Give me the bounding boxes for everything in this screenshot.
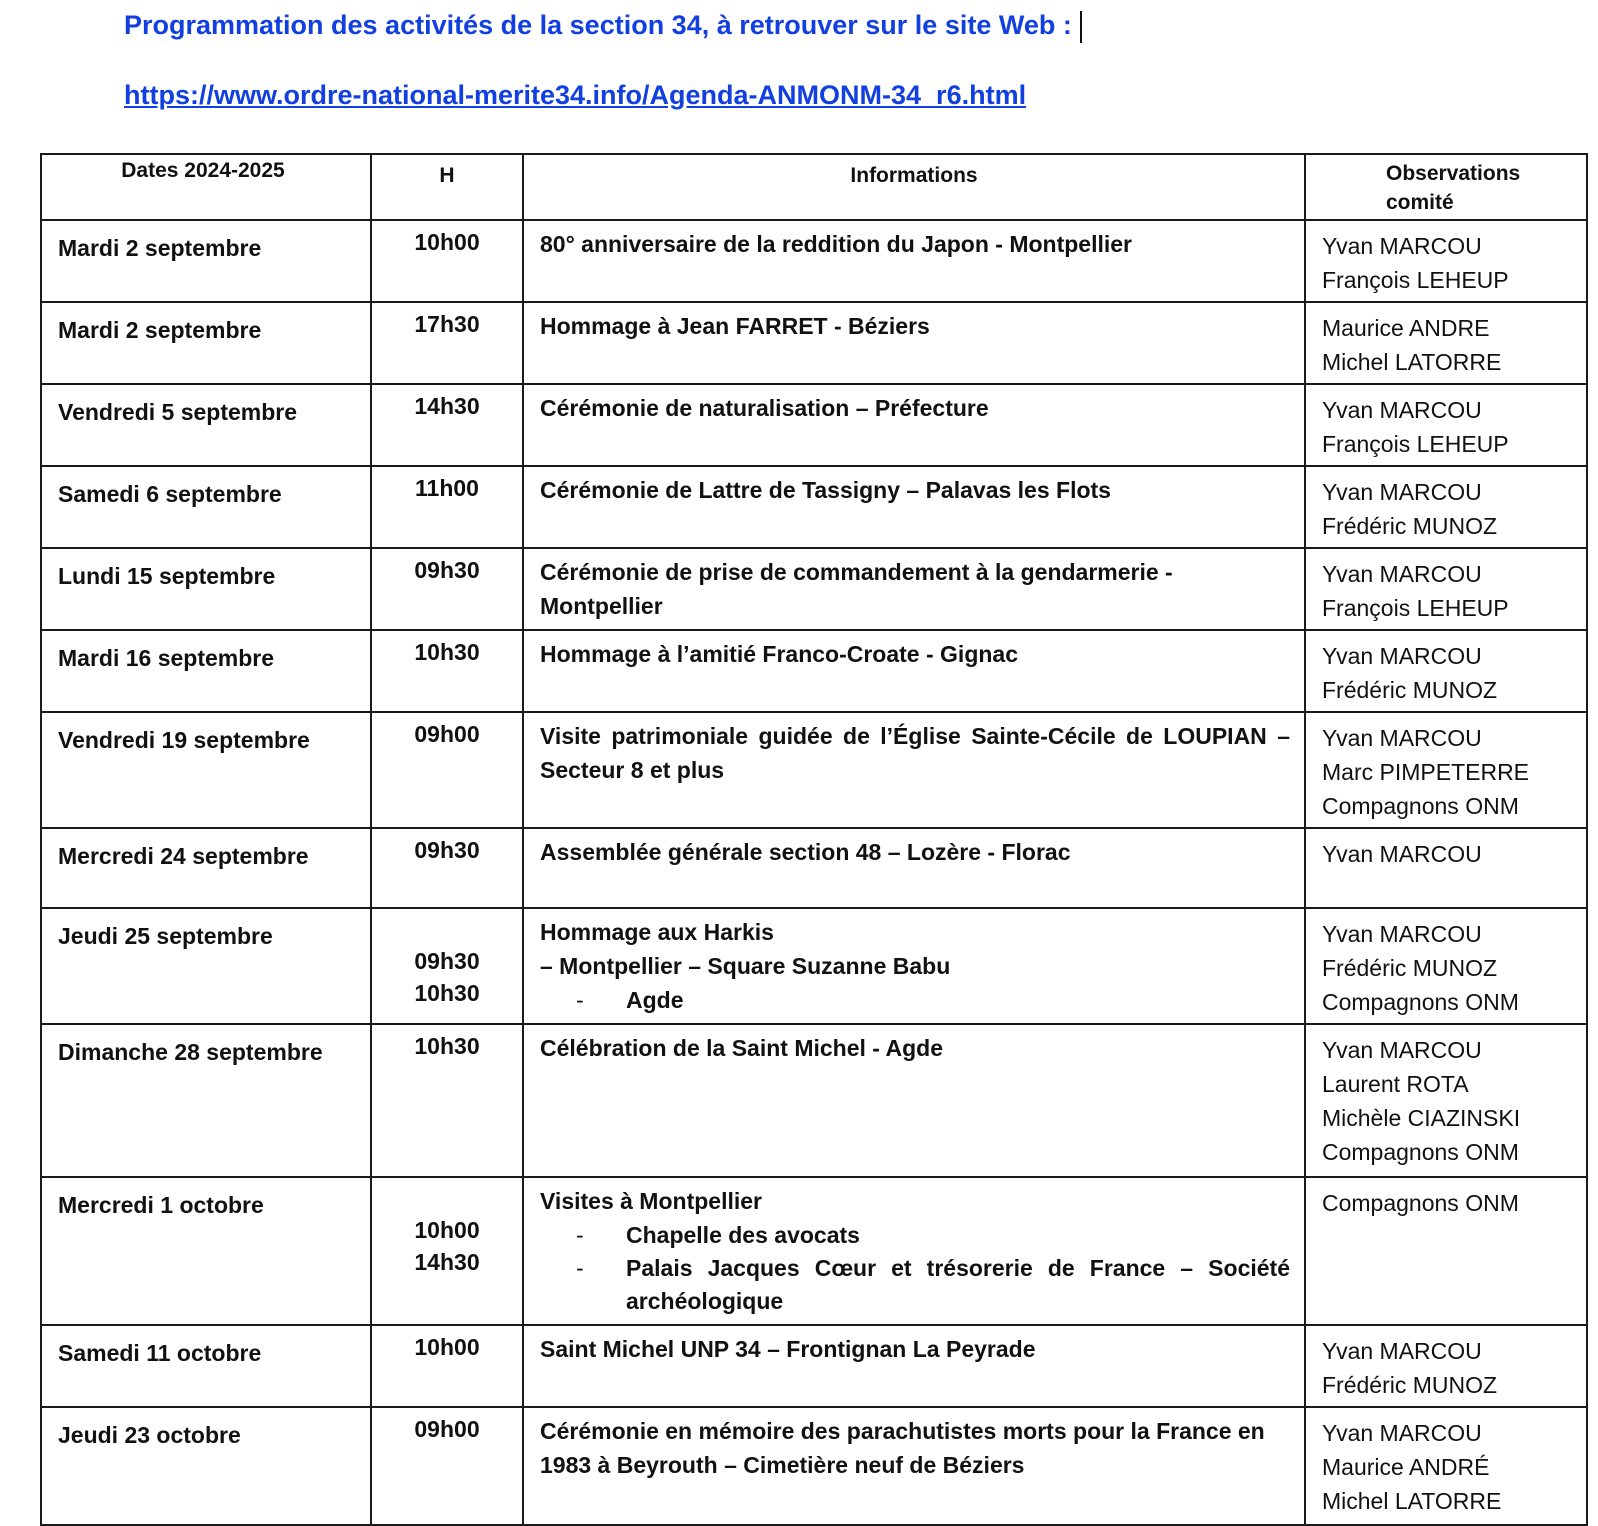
- info-line: – Montpellier – Square Suzanne Babu: [540, 953, 951, 979]
- observations-cell: [1305, 384, 1587, 466]
- person-name: François LEHEUP: [1322, 431, 1509, 457]
- info-cell: [523, 548, 1305, 630]
- date-cell: Samedi 11 octobre: [41, 1325, 371, 1407]
- info-cell: [523, 384, 1305, 466]
- person-name: Yvan MARCOU: [1322, 1420, 1482, 1446]
- hour-cell: [371, 466, 523, 548]
- hour-cell: [371, 1407, 523, 1525]
- hour-value: 10h30: [414, 1033, 480, 1059]
- observations-cell: [1305, 828, 1587, 908]
- hour-value: 09h00: [414, 1416, 480, 1442]
- hour-cell: [371, 302, 523, 384]
- info-line: Célébration de la Saint Michel - Agde: [540, 1035, 943, 1061]
- date-cell: Mardi 16 septembre: [41, 630, 371, 712]
- heading-text: Programmation des activités de la section 34, à retrouver sur le site Web :: [124, 10, 1072, 40]
- info-line: Assemblée générale section 48 – Lozère - Florac: [540, 839, 1071, 865]
- hour-cell: [371, 548, 523, 630]
- hour-cell: [371, 828, 523, 908]
- hour-cell: [371, 1177, 523, 1325]
- info-cell: [523, 1177, 1305, 1325]
- hour-value: 09h30: [414, 837, 480, 863]
- hour-cell: [371, 908, 523, 1024]
- info-line: Visite patrimoniale guidée de l’Église Sainte-Cécile de LOUPIAN – Secteur 8 et plus: [540, 723, 1290, 783]
- header-informations: Informations: [523, 154, 1305, 220]
- date-cell: Jeudi 23 octobre: [41, 1407, 371, 1525]
- hour-value: 10h00: [414, 1217, 480, 1243]
- info-line: Hommage aux Harkis: [540, 919, 774, 945]
- observations-cell: [1305, 220, 1587, 302]
- hour-value: 14h30: [414, 393, 480, 419]
- date-cell: Mardi 2 septembre: [41, 302, 371, 384]
- info-line: Saint Michel UNP 34 – Frontignan La Peyrade: [540, 1336, 1036, 1362]
- info-cell: [523, 908, 1305, 1024]
- table-row: [41, 466, 1587, 548]
- date-cell: Samedi 6 septembre: [41, 466, 371, 548]
- person-name: Yvan MARCOU: [1322, 233, 1482, 259]
- date-cell: Mardi 2 septembre: [41, 220, 371, 302]
- person-name: Yvan MARCOU: [1322, 921, 1482, 947]
- hour-cell: [371, 220, 523, 302]
- observations-cell: [1305, 466, 1587, 548]
- info-cell: [523, 1325, 1305, 1407]
- hour-value: 10h00: [414, 229, 480, 255]
- person-name: Compagnons ONM: [1322, 1139, 1519, 1165]
- sub-item-text: Agde: [626, 987, 684, 1013]
- info-line: Hommage à l’amitié Franco-Croate - Gignac: [540, 641, 1019, 667]
- header-hour: H: [371, 154, 523, 220]
- date-cell: Lundi 15 septembre: [41, 548, 371, 630]
- person-name: Compagnons ONM: [1322, 1190, 1519, 1216]
- date-cell: Mercredi 1 octobre: [41, 1177, 371, 1325]
- dash-bullet: -: [576, 1222, 584, 1248]
- person-name: Yvan MARCOU: [1322, 841, 1482, 867]
- person-name: Compagnons ONM: [1322, 793, 1519, 819]
- header-dates: Dates 2024-2025: [41, 154, 371, 220]
- observations-cell: [1305, 630, 1587, 712]
- person-name: Frédéric MUNOZ: [1322, 1372, 1498, 1398]
- dash-bullet: -: [576, 987, 584, 1013]
- person-name: Yvan MARCOU: [1322, 643, 1482, 669]
- date-cell: Mercredi 24 septembre: [41, 828, 371, 908]
- agenda-table: [40, 153, 1588, 1526]
- person-name: Frédéric MUNOZ: [1322, 955, 1498, 981]
- table-row: [41, 712, 1587, 828]
- table-row: [41, 630, 1587, 712]
- sub-item-text: Palais Jacques Cœur et trésorerie de France – Société archéologique: [626, 1255, 1290, 1314]
- person-name: Compagnons ONM: [1322, 989, 1519, 1015]
- hour-cell: [371, 1325, 523, 1407]
- hour-cell: [371, 384, 523, 466]
- date-cell: Vendredi 5 septembre: [41, 384, 371, 466]
- table-row: [41, 1024, 1587, 1177]
- observations-cell: [1305, 1325, 1587, 1407]
- info-line: Visites à Montpellier: [540, 1188, 762, 1214]
- table-row: [41, 1177, 1587, 1325]
- info-cell: [523, 828, 1305, 908]
- table-row: [41, 1325, 1587, 1407]
- hour-value: 09h30: [414, 557, 480, 583]
- sub-item-text: Chapelle des avocats: [626, 1222, 860, 1248]
- info-cell: [523, 466, 1305, 548]
- page-heading: [124, 10, 1082, 43]
- table-row: [41, 908, 1587, 1024]
- person-name: Yvan MARCOU: [1322, 397, 1482, 423]
- hour-value: 17h30: [414, 311, 480, 337]
- table-row: [41, 548, 1587, 630]
- person-name: Yvan MARCOU: [1322, 1037, 1482, 1063]
- observations-cell: [1305, 712, 1587, 828]
- info-line: Cérémonie en mémoire des parachutistes morts pour la France en 1983 à Beyrouth – Cimetière neuf de Béziers: [540, 1418, 1265, 1478]
- info-cell: [523, 630, 1305, 712]
- info-cell: [523, 1407, 1305, 1525]
- hour-value: 09h30: [414, 948, 480, 974]
- hour-value: 14h30: [414, 1249, 480, 1275]
- hour-value: 10h30: [414, 639, 480, 665]
- info-cell: [523, 712, 1305, 828]
- person-name: Yvan MARCOU: [1322, 479, 1482, 505]
- person-name: Maurice ANDRE: [1322, 315, 1490, 341]
- hour-value: 11h00: [415, 475, 479, 501]
- agenda-link[interactable]: https://www.ordre-national-merite34.info/Agenda-ANMONM-34_r6.html: [124, 80, 1027, 110]
- observations-cell: [1305, 302, 1587, 384]
- observations-cell: [1305, 1024, 1587, 1177]
- info-sub-item: [540, 1218, 1290, 1252]
- person-name: Maurice ANDRÉ: [1322, 1454, 1490, 1480]
- table-row: [41, 384, 1587, 466]
- person-name: Michèle CIAZINSKI: [1322, 1105, 1521, 1131]
- person-name: Marc PIMPETERRE: [1322, 759, 1530, 785]
- info-cell: [523, 220, 1305, 302]
- date-cell: Vendredi 19 septembre: [41, 712, 371, 828]
- person-name: Frédéric MUNOZ: [1322, 677, 1498, 703]
- table-row: [41, 220, 1587, 302]
- date-cell: Jeudi 25 septembre: [41, 908, 371, 1024]
- hour-cell: [371, 1024, 523, 1177]
- info-line: 80° anniversaire de la reddition du Japon - Montpellier: [540, 231, 1132, 257]
- person-name: François LEHEUP: [1322, 267, 1509, 293]
- info-line: Cérémonie de naturalisation – Préfecture: [540, 395, 989, 421]
- info-sub-item: [540, 1252, 1290, 1318]
- hour-value: 09h00: [414, 721, 480, 747]
- person-name: Laurent ROTA: [1322, 1071, 1469, 1097]
- observations-cell: [1305, 548, 1587, 630]
- observations-cell: [1305, 908, 1587, 1024]
- info-line: Cérémonie de Lattre de Tassigny – Palavas les Flots: [540, 477, 1111, 503]
- info-cell: [523, 302, 1305, 384]
- observations-cell: [1305, 1177, 1587, 1325]
- person-name: Yvan MARCOU: [1322, 561, 1482, 587]
- header-observations: Observations comité: [1305, 154, 1587, 220]
- person-name: Michel LATORRE: [1322, 349, 1502, 375]
- info-line: Hommage à Jean FARRET - Béziers: [540, 313, 930, 339]
- dash-bullet: -: [576, 1255, 584, 1281]
- person-name: Michel LATORRE: [1322, 1488, 1502, 1514]
- observations-cell: [1305, 1407, 1587, 1525]
- date-cell: Dimanche 28 septembre: [41, 1024, 371, 1177]
- hour-value: 10h00: [414, 1334, 480, 1360]
- person-name: François LEHEUP: [1322, 595, 1509, 621]
- hour-cell: [371, 712, 523, 828]
- info-line: Cérémonie de prise de commandement à la gendarmerie - Montpellier: [540, 559, 1173, 619]
- hour-cell: [371, 630, 523, 712]
- table-row: [41, 1407, 1587, 1525]
- info-sub-item: [540, 983, 1290, 1017]
- table-row: [41, 302, 1587, 384]
- person-name: Yvan MARCOU: [1322, 725, 1482, 751]
- hour-value: 10h30: [414, 980, 480, 1006]
- table-row: [41, 828, 1587, 908]
- person-name: Yvan MARCOU: [1322, 1338, 1482, 1364]
- table-header-row: [41, 154, 1587, 220]
- info-cell: [523, 1024, 1305, 1177]
- text-cursor: [1080, 11, 1082, 43]
- person-name: Frédéric MUNOZ: [1322, 513, 1498, 539]
